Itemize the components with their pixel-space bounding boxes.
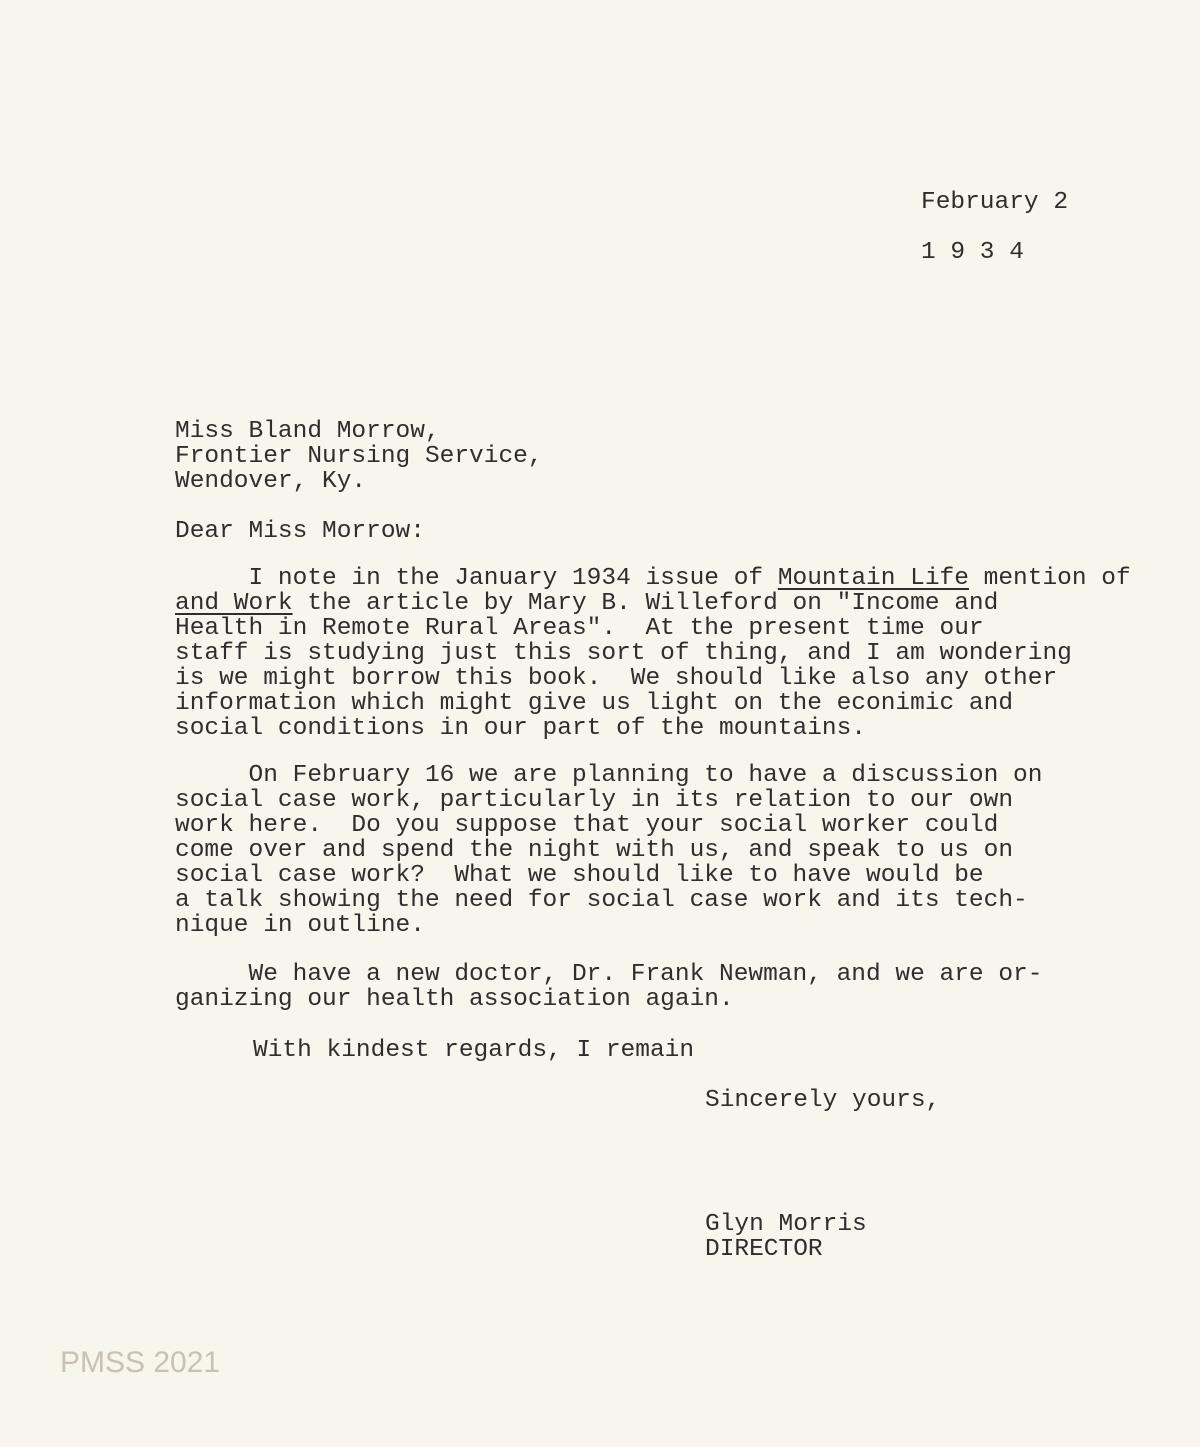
paragraph-line: work here. Do you suppose that your social worker could [175, 812, 999, 839]
paragraph-line: ganizing our health association again. [175, 986, 734, 1013]
paragraph-1 [175, 566, 1131, 741]
paragraph-line: come over and spend the night with us, and speak to us on [175, 837, 1014, 864]
watermark: PMSS 2021 [60, 1346, 221, 1379]
text: I note in the January 1934 issue of [248, 565, 778, 592]
paragraph-line: nique in outline. [175, 912, 425, 939]
publication-title: and Work [175, 590, 293, 617]
paragraph-line: Health in Remote Rural Areas". At the present time our [175, 615, 984, 642]
paragraph-2 [175, 763, 1042, 938]
address-line: Frontier Nursing Service, [175, 443, 543, 470]
paragraph-line: We have a new doctor, Dr. Frank Newman, and we are or- [175, 961, 1043, 988]
paragraph-line: a talk showing the need for social case work and its tech- [175, 887, 1028, 914]
paragraph-line [175, 566, 1131, 591]
date-year: 1 9 3 4 [921, 239, 1024, 266]
text: the article by Mary B. Willeford on "Income and [292, 590, 999, 617]
complimentary-close: Sincerely yours, [705, 1087, 941, 1114]
paragraph-line: social conditions in our part of the mountains. [175, 715, 867, 742]
paragraph-line: On February 16 we are planning to have a discussion on [175, 762, 1043, 789]
paragraph-line: social case work, particularly in its relation to our own [175, 787, 1014, 814]
text: mention of [968, 565, 1131, 592]
publication-title: Mountain Life [777, 565, 969, 592]
closing-phrase: With kindest regards, I remain [253, 1037, 695, 1064]
paragraph-line: is we might borrow this book. We should like also any other [175, 665, 1058, 692]
paragraph-line: information which might give us light on the econimic and [175, 690, 1014, 717]
paragraph-line: staff is studying just this sort of thing, and I am wondering [175, 640, 1072, 667]
address-line: Miss Bland Morrow, [175, 418, 440, 445]
address-line: Wendover, Ky. [175, 468, 367, 495]
paragraph-line [175, 591, 1131, 616]
salutation: Dear Miss Morrow: [175, 518, 425, 545]
paragraph-line: social case work? What we should like to have would be [175, 862, 984, 889]
paragraph-3 [175, 962, 1042, 1012]
signer-title: DIRECTOR [705, 1236, 823, 1263]
signer-name: Glyn Morris [705, 1211, 867, 1238]
date-month-day: February 2 [921, 189, 1069, 216]
recipient-address [175, 419, 543, 494]
